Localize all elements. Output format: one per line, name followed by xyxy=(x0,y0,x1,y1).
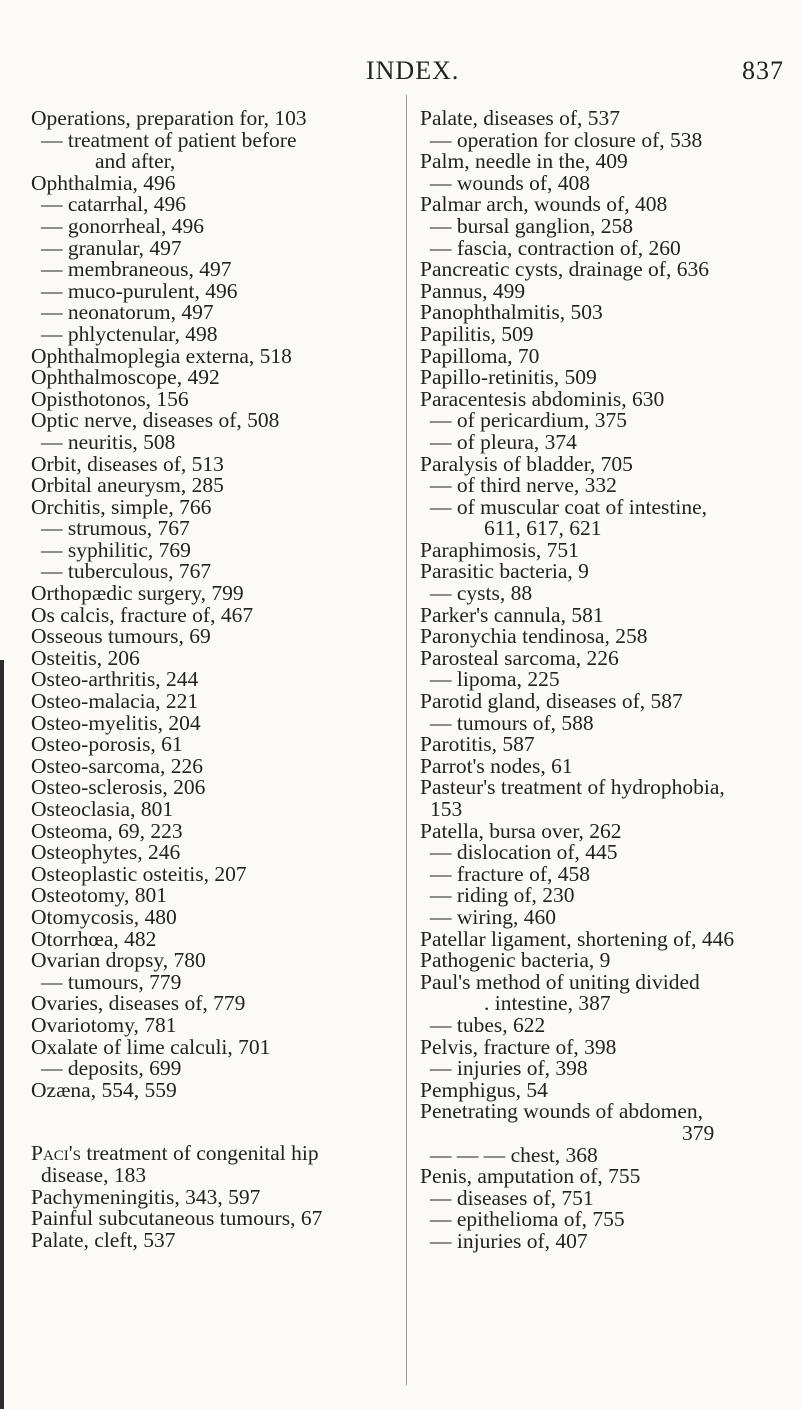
index-entry: Parosteal sarcoma, 226 xyxy=(420,645,619,670)
index-entry: Osteotomy, 801 xyxy=(31,883,167,908)
index-entry: — fascia, contraction of, 260 xyxy=(430,235,681,260)
index-entry: Ovariotomy, 781 xyxy=(31,1012,177,1037)
index-entry: Parker's cannula, 581 xyxy=(420,602,604,627)
index-entry: — fracture of, 458 xyxy=(430,861,590,886)
index-entry: — tumours, 779 xyxy=(41,969,182,994)
small-caps-name: Paci's xyxy=(31,1141,82,1166)
index-entry: and after, xyxy=(95,149,176,174)
index-entry: — gonorrheal, 496 xyxy=(41,213,205,238)
index-entry: Osteo-porosis, 61 xyxy=(31,732,183,757)
index-entry: Penetrating wounds of abdomen, xyxy=(420,1099,704,1124)
index-entry: Papilitis, 509 xyxy=(420,321,534,346)
index-entry: Osteo-sarcoma, 226 xyxy=(31,753,203,778)
index-entry: — bursal ganglion, 258 xyxy=(430,213,634,238)
index-entry: Osteo-sclerosis, 206 xyxy=(31,775,206,800)
section-gap xyxy=(31,1101,401,1143)
index-entry: — tumours of, 588 xyxy=(430,710,594,735)
index-entry: Oxalate of lime calculi, 701 xyxy=(31,1034,271,1059)
index-entry: Pelvis, fracture of, 398 xyxy=(420,1034,617,1059)
index-entry: — strumous, 767 xyxy=(41,516,190,541)
index-entry: Papilloma, 70 xyxy=(420,343,540,368)
index-entry: Parasitic bacteria, 9 xyxy=(420,559,589,584)
index-entry: Orchitis, simple, 766 xyxy=(31,494,212,519)
index-entry: . intestine, 387 xyxy=(484,991,611,1016)
index-entry: Ophthalmia, 496 xyxy=(31,170,176,195)
index-entry: Operations, preparation for, 103 xyxy=(31,106,307,130)
index-entry: — of pericardium, 375 xyxy=(430,408,628,433)
index-entry: — of pleura, 374 xyxy=(430,429,577,454)
index-entry: 379 xyxy=(682,1120,715,1145)
column-divider xyxy=(406,95,407,1385)
index-entry: — — — chest, 368 xyxy=(430,1142,598,1167)
index-entry: Orbit, diseases of, 513 xyxy=(31,451,224,476)
index-entry: — tuberculous, 767 xyxy=(41,559,212,584)
index-entry: Osseous tumours, 69 xyxy=(31,624,211,649)
index-entry: Paci's treatment of congenital hip xyxy=(31,1141,319,1166)
index-entry: Paracentesis abdominis, 630 xyxy=(420,386,665,411)
index-entry: Osteoclasia, 801 xyxy=(31,797,174,821)
index-entry: Patellar ligament, shortening of, 446 xyxy=(420,926,735,951)
index-entry: Otorrhœa, 482 xyxy=(31,926,157,951)
index-entry: — diseases of, 751 xyxy=(430,1185,594,1210)
page-number: 837 xyxy=(742,56,784,85)
index-entry: Pannus, 499 xyxy=(420,278,526,303)
index-entry: — of muscular coat of intestine, xyxy=(430,494,708,519)
index-entry: Os calcis, fracture of, 467 xyxy=(31,602,254,627)
page-header xyxy=(0,52,801,86)
index-entry: Ovaries, diseases of, 779 xyxy=(31,991,246,1016)
index-column-left xyxy=(31,108,401,1251)
index-entry: Otomycosis, 480 xyxy=(31,904,177,929)
index-entry: Pasteur's treatment of hydrophobia, xyxy=(420,775,725,800)
index-entry: Paraphimosis, 751 xyxy=(420,537,579,562)
index-entry: — syphilitic, 769 xyxy=(41,537,191,562)
index-entry: — muco-purulent, 496 xyxy=(41,278,238,303)
index-entry: Pemphigus, 54 xyxy=(420,1077,548,1102)
index-entry: Parotitis, 587 xyxy=(420,732,535,757)
index-entry: Painful subcutaneous tumours, 67 xyxy=(31,1206,323,1231)
index-entry: Pathogenic bacteria, 9 xyxy=(420,948,611,973)
index-entry: Paul's method of uniting divided xyxy=(420,969,700,994)
index-entry: — treatment of patient before xyxy=(41,127,297,152)
index-entry: Opisthotonos, 156 xyxy=(31,386,189,411)
index-entry: — injuries of, 407 xyxy=(430,1228,588,1253)
index-entry: Orbital aneurysm, 285 xyxy=(31,473,224,498)
index-entry: Osteo-malacia, 221 xyxy=(31,689,199,714)
index-entry: Pancreatic cysts, drainage of, 636 xyxy=(420,257,709,282)
index-entry: Osteo-arthritis, 244 xyxy=(31,667,199,692)
index-entry: Panophthalmitis, 503 xyxy=(420,300,603,325)
index-entry: Osteophytes, 246 xyxy=(31,840,181,865)
index-entry: Orthopædic surgery, 799 xyxy=(31,581,244,606)
index-entry: Ophthalmoplegia externa, 518 xyxy=(31,343,292,368)
index-entry: Pachymeningitis, 343, 597 xyxy=(31,1184,261,1209)
index-entry: — neuritis, 508 xyxy=(41,429,176,454)
index-entry: — of third nerve, 332 xyxy=(430,473,617,498)
index-column-right xyxy=(420,108,795,1252)
index-entry: Ovarian dropsy, 780 xyxy=(31,948,206,973)
index-entry: Osteoplastic osteitis, 207 xyxy=(31,861,247,886)
index-entry: Ophthalmoscope, 492 xyxy=(31,365,220,390)
index-entry: — lipoma, 225 xyxy=(430,667,560,692)
index-entry: — operation for closure of, 538 xyxy=(430,127,703,152)
index-entry: Palate, diseases of, 537 xyxy=(420,106,621,130)
index-entry: Parotid gland, diseases of, 587 xyxy=(420,689,683,714)
index-entry: Osteo-myelitis, 204 xyxy=(31,710,201,735)
index-entry: — wounds of, 408 xyxy=(430,170,591,195)
index-entry: — wiring, 460 xyxy=(430,904,557,929)
index-entry: Paronychia tendinosa, 258 xyxy=(420,624,648,649)
page-edge-shadow xyxy=(0,660,4,1409)
index-entry: Palm, needle in the, 409 xyxy=(420,149,628,174)
index-entry: Patella, bursa over, 262 xyxy=(420,818,622,843)
index-entry: Ozæna, 554, 559 xyxy=(31,1077,177,1102)
index-entry: — deposits, 699 xyxy=(41,1056,182,1081)
index-entry: — riding of, 230 xyxy=(430,883,575,908)
index-entry: Parrot's nodes, 61 xyxy=(420,753,573,778)
index-entry: — neonatorum, 497 xyxy=(41,300,214,325)
index-entry: — cysts, 88 xyxy=(430,581,533,606)
index-entry: — granular, 497 xyxy=(41,235,182,260)
index-entry: Palmar arch, wounds of, 408 xyxy=(420,192,668,217)
index-entry: Paralysis of bladder, 705 xyxy=(420,451,633,476)
index-entry: 611, 617, 621 xyxy=(484,516,602,541)
index-entry: Osteitis, 206 xyxy=(31,645,140,670)
index-entry: Penis, amputation of, 755 xyxy=(420,1164,641,1189)
index-entry: — phlyctenular, 498 xyxy=(41,321,218,346)
index-entry: Optic nerve, diseases of, 508 xyxy=(31,408,280,433)
index-entry: Osteoma, 69, 223 xyxy=(31,818,183,843)
index-entry: — tubes, 622 xyxy=(430,1012,546,1037)
index-entry: — catarrhal, 496 xyxy=(41,192,187,217)
index-entry: Palate, cleft, 537 xyxy=(31,1227,176,1252)
index-entry: — membraneous, 497 xyxy=(41,257,232,282)
index-entry: disease, 183 xyxy=(41,1162,147,1187)
index-entry: Papillo-retinitis, 509 xyxy=(420,365,597,390)
index-entry: — epithelioma of, 755 xyxy=(430,1207,625,1232)
index-entry: — dislocation of, 445 xyxy=(430,840,618,865)
index-entry: 153 xyxy=(430,797,463,821)
header-title: INDEX. xyxy=(366,56,460,85)
index-entry: — injuries of, 398 xyxy=(430,1056,588,1081)
